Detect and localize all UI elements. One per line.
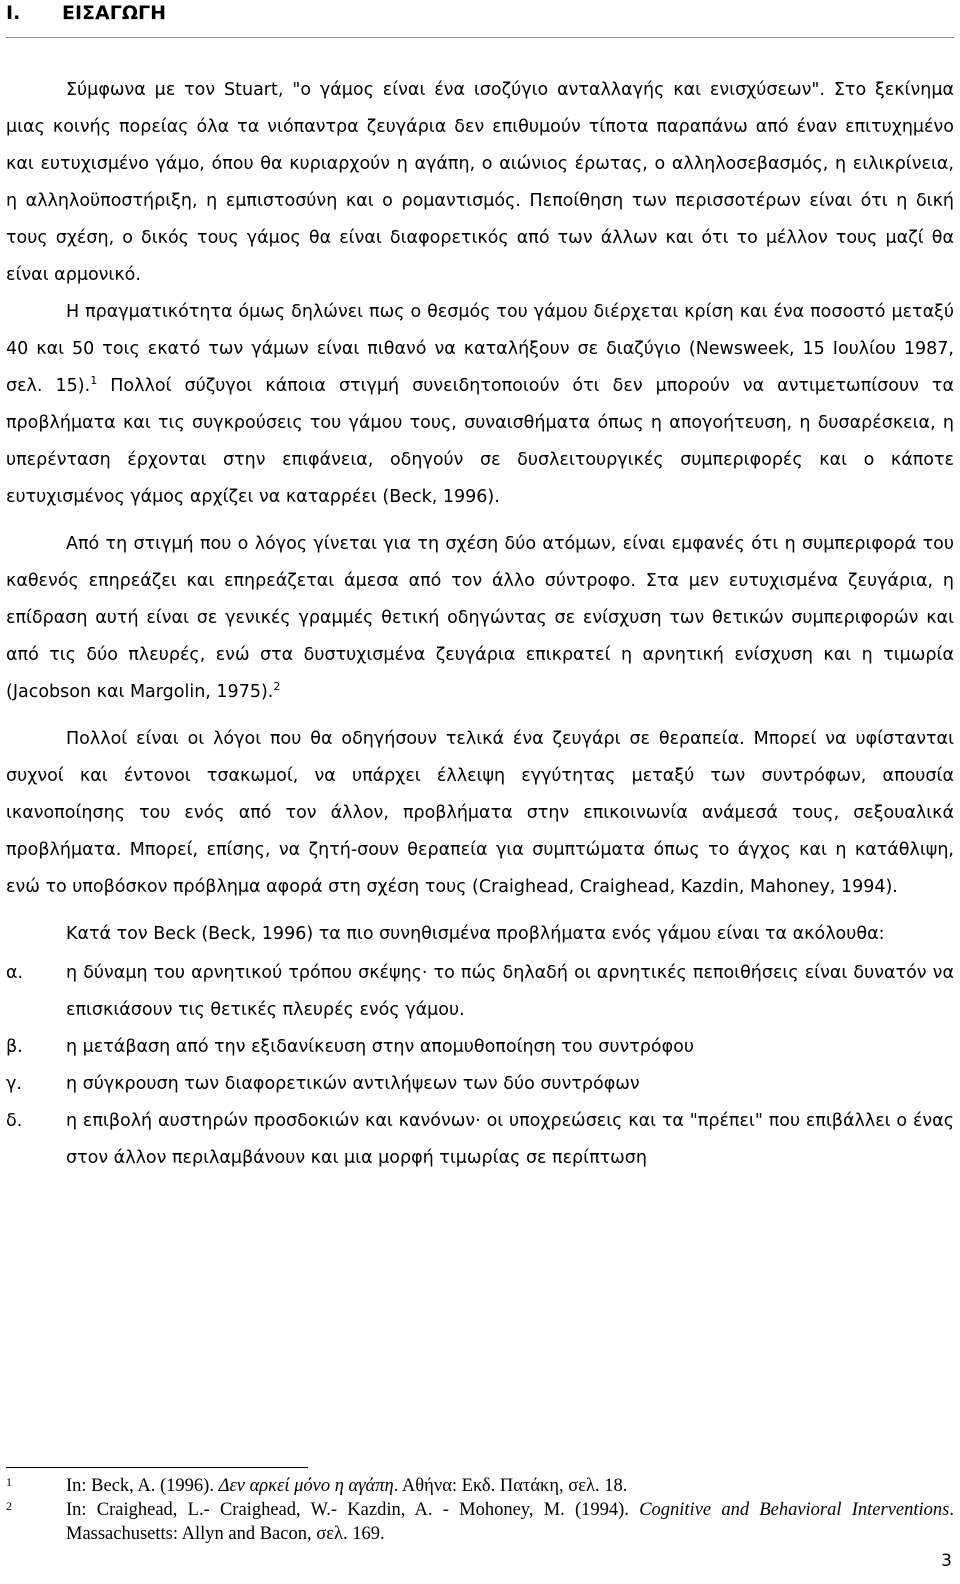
- list-item-text: η επιβολή αυστηρών προσδοκιών και κανόνων· οι υποχρεώσεις και τα "πρέπει" που επιβάλλει ο ένας στον άλλον περιλαμβάνουν και μια μορφή τιμωρίας σε περίπτωση: [66, 1111, 954, 1168]
- paragraph-text: Η πραγματικότητα όμως δηλώνει πως ο θεσμός του γάμου διέρχεται κρίση και ένα ποσοστό μεταξύ 40 και 50 τοις εκατό των γάμων είναι πιθανό να καταλήξουν σε διαζύγιο (Newsweek, 15 Ιουλίου 1987, σελ. 15).: [6, 302, 954, 396]
- list-item-text: η δύναμη του αρνητικού τρόπου σκέψης· το πώς δηλαδή οι αρνητικές πεποιθήσεις είναι δυνατόν να επισκιάσουν τις θετικές πλευρές ενός γάμου.: [66, 963, 954, 1020]
- list-item: [6, 1066, 954, 1103]
- problems-list: [6, 955, 954, 1177]
- heading-rule: [6, 37, 954, 38]
- list-item: [6, 1029, 954, 1066]
- paragraph-text: Από τη στιγμή που ο λόγος γίνεται για τη σχέση δύο ατόμων, είναι εμφανές ότι η συμπεριφορά του καθενός επηρεάζει και επηρεάζεται άμεσα από τον άλλο σύντροφο. Στα μεν ευτυχισμένα ζευγάρια, η επίδραση αυτή είναι σε γενικές γραμμές θετική οδηγώντας σε ενίσχυση των θετικών συμπεριφορών και από τις δύο πλευρές, ενώ στα δυστυχισμένα ζευγάρια επικρατεί η αρνητική ενίσχυση και η τιμωρία (Jacobson και Margolin, 1975).: [6, 534, 954, 702]
- paragraph: [6, 72, 954, 294]
- footnote-separator: [6, 1467, 308, 1468]
- paragraph-text: Πολλοί είναι οι λόγοι που θα οδηγήσουν τελικά ένα ζευγάρι σε θεραπεία. Μπορεί να υφίστανται συχνοί και έντονοι τσακωμοί, να υπάρχει έλλειψη εγγύτητας μεταξύ των συντρόφων, απουσία ικανοποίησης του ενός από τον άλλον, προβλήματα στην επικοινωνία ανάμεσά τους, σεξουαλικά προβλήματα. Μπορεί, επίσης, να ζητή-σουν θεραπεία για συμπτώματα όπως το άγχος και η κατάθλιψη, ενώ το υποβόσκον πρόβλημα αφορά στη σχέση τους (Craighead, Craighead, Kazdin, Mahoney, 1994).: [6, 729, 954, 897]
- list-item: [6, 1103, 954, 1177]
- footnote-number: 2: [6, 1499, 12, 1513]
- paragraph: [6, 526, 954, 711]
- footnote-ref[interactable]: 1: [90, 374, 98, 387]
- footnote-title: Cognitive and Behavioral Interventions: [639, 1500, 950, 1520]
- paragraph: [6, 916, 954, 953]
- main-body: [6, 72, 954, 1177]
- paragraph-text: Κατά τον Beck (Beck, 1996) τα πιο συνηθισμένα προβλήματα ενός γάμου είναι τα ακόλουθα:: [66, 924, 885, 944]
- list-marker: δ.: [6, 1111, 23, 1131]
- paragraph: [6, 721, 954, 906]
- list-marker: β.: [6, 1037, 23, 1057]
- section-title: ΕΙΣΑΓΩΓΗ: [62, 2, 166, 24]
- list-item-text: η σύγκρουση των διαφορετικών αντιλήψεων των δύο συντρόφων: [66, 1074, 640, 1094]
- footnotes: [6, 1474, 954, 1546]
- list-item: [6, 955, 954, 1029]
- list-marker: α.: [6, 963, 24, 983]
- footnote-title: Δεν αρκεί μόνο η αγάπη: [218, 1476, 394, 1496]
- footnote-text: . Αθήνα: Εκδ. Πατάκη, σελ. 18.: [393, 1476, 628, 1496]
- footnote: [6, 1498, 954, 1546]
- footnote-ref[interactable]: 2: [273, 680, 281, 693]
- page-number: 3: [941, 1551, 952, 1571]
- section-number: I.: [6, 2, 21, 24]
- footnote-text: In: Beck, A. (1996).: [66, 1476, 219, 1496]
- footnote-text: . Massachusetts: Allyn and Bacon, σελ. 169.: [66, 1500, 954, 1544]
- paragraph-text: Πολλοί σύζυγοι κάποια στιγμή συνειδητοποιούν ότι δεν μπορούν να αντιμετωπίσουν τα προβλήματα και τις συγκρούσεις του γάμου τους, συναισθήματα όπως η απογοήτευση, η δυσαρέσκεια, η υπερένταση έρχονται στην επιφάνεια, οδηγούν σε δυσλειτουργικές συμπεριφορές και ο κάποτε ευτυχισμένος γάμος αρχίζει να καταρρέει (Beck, 1996).: [6, 376, 954, 507]
- section-heading: [6, 0, 166, 26]
- footnote-text: In: Craighead, L.- Craighead, W.- Kazdin, A. - Mohoney, M. (1994).: [66, 1500, 640, 1520]
- footnote: [6, 1474, 954, 1498]
- list-item-text: η μετάβαση από την εξιδανίκευση στην απομυθοποίηση του συντρόφου: [66, 1037, 694, 1057]
- paragraph: [6, 294, 954, 516]
- list-marker: γ.: [6, 1074, 22, 1094]
- paragraph-text: Σύμφωνα με τον Stuart, "ο γάμος είναι ένα ισοζύγιο ανταλλαγής και ενισχύσεων". Στο ξεκίνημα μιας κοινής πορείας όλα τα νιόπαντρα ζευγάρια δεν επιθυμούν τίποτα παραπάνω από έναν επιτυχημένο και ευτυχισμένο γάμο, όπου θα κυριαρχούν η αγάπη, ο αιώνιος έρωτας, ο αλληλοσεβασμός, η ειλικρίνεια, η αλληλοϋποστήριξη, η εμπιστοσύνη και ο ρομαντισμός. Πεποίθηση των περισσοτέρων είναι ότι η δική τους σχέση, ο δικός τους γάμος θα είναι διαφορετικός από των άλλων και ότι το μέλλον τους μαζί θα είναι αρμονικό.: [6, 80, 954, 285]
- footnote-number: 1: [6, 1475, 12, 1489]
